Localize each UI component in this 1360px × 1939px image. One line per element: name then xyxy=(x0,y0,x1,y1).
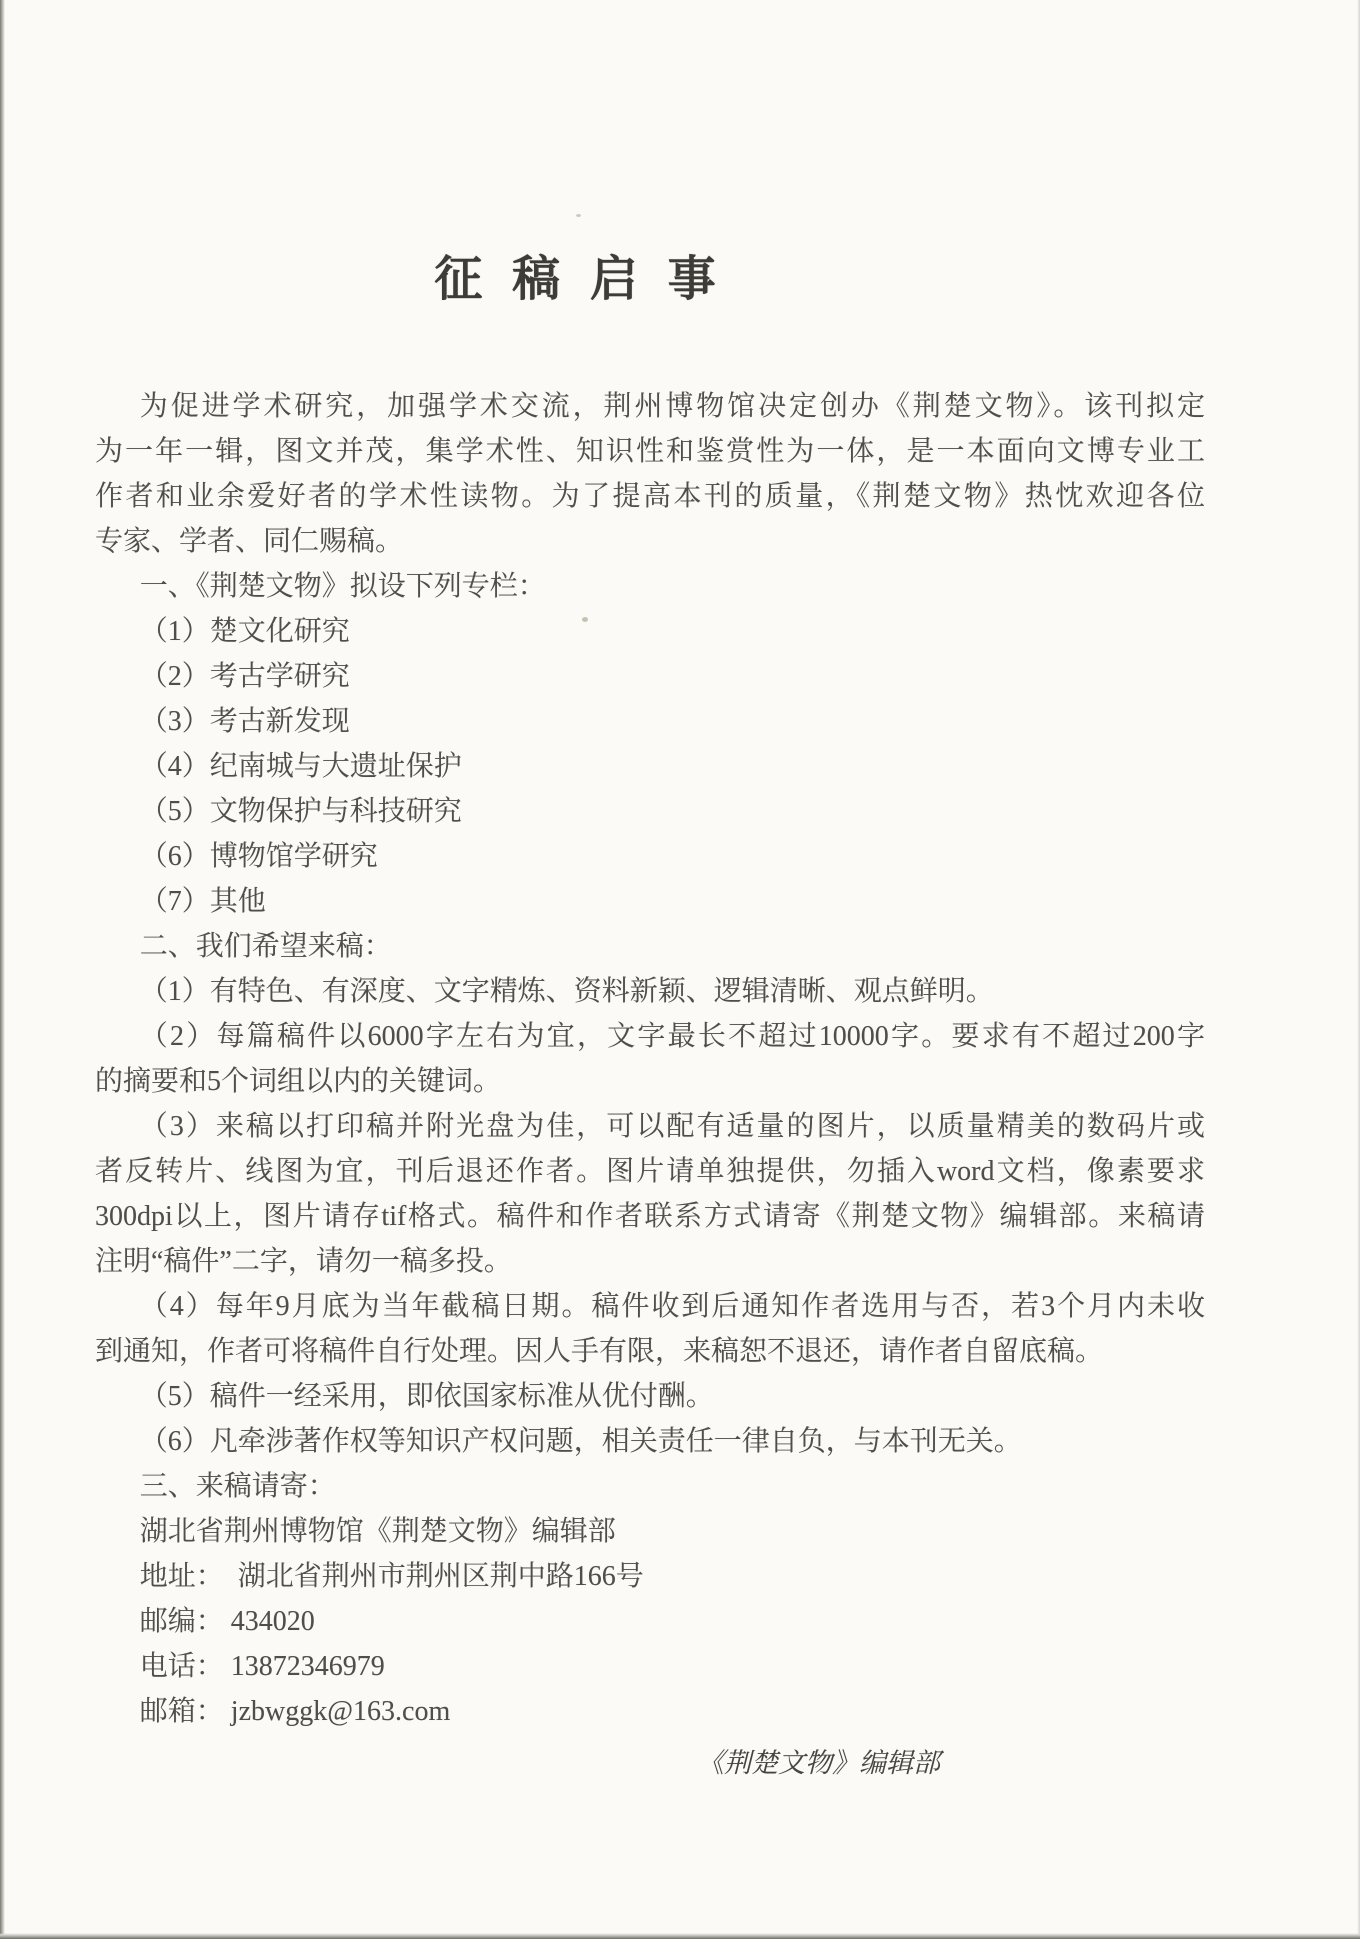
text-line: 者反转片、线图为宜，刊后退还作者。图片请单独提供，勿插入word文档，像素要求 xyxy=(95,1156,1205,1187)
text-line: （5）稿件一经采用，即依国家标准从优付酬。 xyxy=(139,1381,714,1412)
text-line: （6）凡牵涉著作权等知识产权问题，相关责任一律自负，与本刊无关。 xyxy=(139,1426,1022,1457)
text-line: （1）楚文化研究 xyxy=(139,616,350,647)
page-title: 征稿启事 xyxy=(434,253,746,306)
text-line: 为促进学术研究，加强学术交流，荆州博物馆决定创办《荆楚文物》。该刊拟定 xyxy=(139,391,1205,422)
text-line: 注明“稿件”二字，请勿一稿多投。 xyxy=(95,1246,512,1277)
text-line: 到通知，作者可将稿件自行处理。因人手有限，来稿恕不退还，请作者自留底稿。 xyxy=(95,1336,1104,1367)
text-line: （7）其他 xyxy=(139,886,266,917)
text-line: 邮箱： jzbwggk@163.com xyxy=(139,1696,451,1727)
text-line: 的摘要和5个词组以内的关键词。 xyxy=(95,1066,502,1097)
scan-edge-left xyxy=(0,0,5,1939)
text-line: 三、来稿请寄： xyxy=(139,1471,336,1502)
text-line: 邮编： 434020 xyxy=(139,1606,315,1637)
text-line: 专家、学者、同仁赐稿。 xyxy=(95,526,404,557)
text-column xyxy=(95,0,1205,1780)
text-line: （3）来稿以打印稿并附光盘为佳，可以配有适量的图片，以质量精美的数码片或 xyxy=(139,1111,1205,1142)
text-line: 作者和业余爱好者的学术性读物。为了提高本刊的质量，《荆楚文物》热忱欢迎各位 xyxy=(95,481,1205,512)
text-line: （3）考古新发现 xyxy=(139,706,350,737)
text-line: （4）纪南城与大遗址保护 xyxy=(139,751,462,782)
text-line: （6）博物馆学研究 xyxy=(139,841,378,872)
signature: 《荆楚文物》编辑部 xyxy=(697,1748,940,1778)
scan-edge-bottom xyxy=(0,1933,1360,1939)
text-line: （2）每篇稿件以6000字左右为宜，文字最长不超过10000字。要求有不超过200字 xyxy=(139,1021,1205,1052)
text-line: 电话： 13872346979 xyxy=(139,1651,385,1682)
text-line: （4）每年9月底为当年截稿日期。稿件收到后通知作者选用与否，若3个月内未收 xyxy=(139,1291,1205,1322)
text-line: 300dpi以上，图片请存tif格式。稿件和作者联系方式请寄《荆楚文物》编辑部。来稿请 xyxy=(95,1201,1205,1232)
title-row xyxy=(95,0,1055,308)
text-line: 为一年一辑，图文并茂，集学术性、知识性和鉴赏性为一体，是一本面向文博专业工 xyxy=(95,436,1205,467)
document-body xyxy=(95,384,1205,1734)
text-line: （2）考古学研究 xyxy=(139,661,350,692)
text-line: 一、《荆楚文物》拟设下列专栏： xyxy=(139,571,546,602)
text-line: 二、我们希望来稿： xyxy=(139,931,392,962)
text-line: 湖北省荆州博物馆《荆楚文物》编辑部 xyxy=(139,1516,616,1547)
text-line: （1）有特色、有深度、文字精炼、资料新颖、逻辑清晰、观点鲜明。 xyxy=(139,976,994,1007)
text-line: （5）文物保护与科技研究 xyxy=(139,796,462,827)
text-line: 地址： 湖北省荆州市荆州区荆中路166号 xyxy=(139,1561,644,1592)
